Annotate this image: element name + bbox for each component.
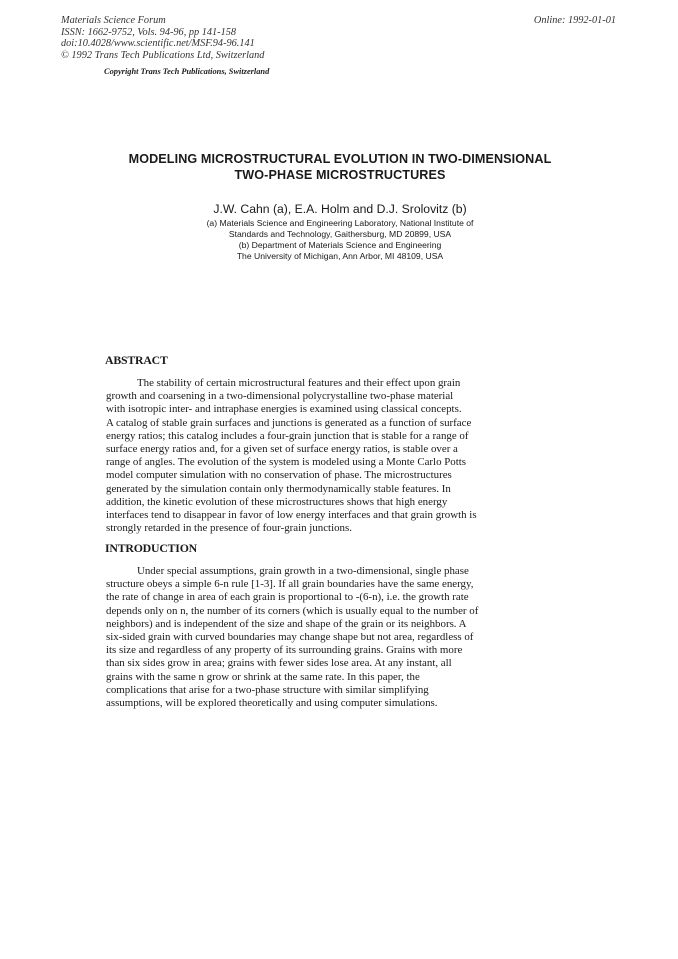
doi-line: doi:10.4028/www.scientific.net/MSF.94-96.141 xyxy=(61,38,255,50)
abstract-body xyxy=(106,377,551,535)
introduction-body xyxy=(106,565,551,710)
copyright-line: Copyright Trans Tech Publications, Switzerland xyxy=(104,67,270,76)
text-line: addition, the kinetic evolution of these microstructures shows that high energy xyxy=(106,495,448,508)
text-line: neighbors) and is independent of the size and shape of the grain or its neighbors. A xyxy=(106,617,467,630)
text-line: six-sided grain with curved boundaries may change shape but not area, regardless of xyxy=(106,631,474,644)
issn-line: ISSN: 1662-9752, Vols. 94-96, pp 141-158 xyxy=(61,26,237,38)
paper-title-line-1: MODELING MICROSTRUCTURAL EVOLUTION IN TWO-DIMENSIONAL xyxy=(128,152,552,166)
introduction-heading: INTRODUCTION xyxy=(105,541,197,555)
text-line: Under special assumptions, grain growth in a two-dimensional, single phase xyxy=(137,565,469,577)
text-line: generated by the simulation contain only thermodynamically stable features. In xyxy=(106,482,451,495)
text-line: with isotropic inter- and intraphase energies is examined using classical concepts. xyxy=(106,403,462,416)
text-line: energy ratios; this catalog includes a four-grain junction that is stable for a range of xyxy=(106,429,469,442)
text-line: The stability of certain microstructural features and their effect upon grain xyxy=(137,377,461,389)
affiliation-line-3: (b) Department of Materials Science and Engineering xyxy=(238,240,442,250)
journal-metadata xyxy=(61,15,264,61)
journal-name: Materials Science Forum xyxy=(61,15,166,26)
online-date: Online: 1992-01-01 xyxy=(533,15,616,26)
publisher-line: © 1992 Trans Tech Publications Ltd, Switzerland xyxy=(61,49,265,61)
paper-title-line-2: TWO-PHASE MICROSTRUCTURES xyxy=(234,168,446,182)
text-line: the rate of change in area of each grain is proportional to -(6-n), i.e. the growth rate xyxy=(106,591,469,604)
authors: J.W. Cahn (a), E.A. Holm and D.J. Srolovitz (b) xyxy=(213,202,467,216)
abstract-heading: ABSTRACT xyxy=(105,353,168,367)
text-line: assumptions, will be explored theoretically and using computer simulations. xyxy=(106,697,438,710)
text-line: A catalog of stable grain surfaces and junctions is generated as a function of surface xyxy=(106,416,472,429)
text-line: range of angles. The evolution of the system is modeled using a Monte Carlo Potts xyxy=(106,456,467,469)
text-line: structure obeys a simple 6-n rule [1-3]. If all grain boundaries have the same energy, xyxy=(106,578,474,591)
text-line: depends only on n, the number of its corners (which is usually equal to the number of xyxy=(106,604,479,617)
affiliation-line-1: (a) Materials Science and Engineering Laboratory, National Institute of xyxy=(206,218,474,228)
text-line: strongly retarded in the presence of four-grain junctions. xyxy=(106,522,352,535)
text-line: complications that arise for a two-phase structure with similar simplifying xyxy=(106,683,429,696)
text-line: surface energy ratios and, for a given set of surface energy ratios, is stable over a xyxy=(106,443,458,456)
text-line: its size and regardless of any property of its surrounding grains. Grains with more xyxy=(106,644,463,657)
text-line: model computer simulation with no conservation of phase. The microstructures xyxy=(106,469,452,482)
text-line: interfaces tend to disappear in favor of low energy interfaces and that grain growth is xyxy=(106,509,477,522)
affiliation-line-2: Standards and Technology, Gaithersburg, MD 20899, USA xyxy=(228,229,452,239)
text-line: than six sides grow in area; grains with fewer sides lose area. At any instant, all xyxy=(106,657,452,670)
text-line: growth and coarsening in a two-dimensional polycrystalline two-phase material xyxy=(106,390,454,403)
text-line: grains with the same n grow or shrink at the same rate. In this paper, the xyxy=(106,670,420,683)
affiliation-line-4: The University of Michigan, Ann Arbor, MI 48109, USA xyxy=(236,251,444,261)
